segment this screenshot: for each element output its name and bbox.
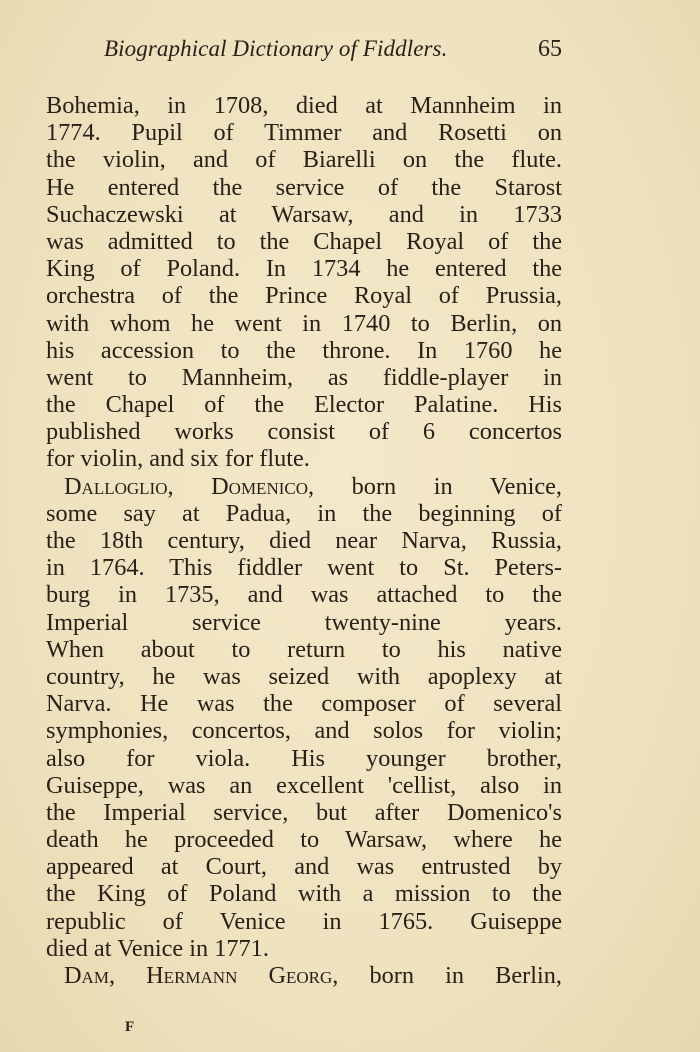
text-line: 1774. Pupil of Timmer and Rosetti on [46, 119, 562, 147]
text-line: was admitted to the Chapel Royal of the [46, 227, 562, 255]
entry-heading-rest: born in Berlin, [338, 962, 562, 989]
text-line: his accession to the throne. In 1760 he [46, 336, 562, 364]
text-line: republic of Venice in 1765. Guiseppe [46, 907, 562, 935]
text-line: died at Venice in 1771. [46, 934, 269, 962]
running-title: Biographical Dictionary of Fiddlers. [104, 36, 448, 61]
text-line: Suchaczewski at Warsaw, and in 1733 [46, 200, 562, 228]
text-line: the King of Poland with a mission to the [46, 880, 562, 908]
text-line: symphonies, concertos, and solos for violin; [46, 717, 562, 745]
text-line: also for viola. His younger brother, [46, 744, 562, 772]
text-line: some say at Padua, in the beginning of [46, 499, 562, 527]
text-line: Guiseppe, was an excellent 'cellist, also in [46, 771, 562, 799]
text-line: When about to return to his native [46, 635, 562, 663]
text-line: the Chapel of the Elector Palatine. His [46, 391, 562, 419]
text-line: appeared at Court, and was entrusted by [46, 853, 562, 881]
running-head [104, 36, 562, 70]
text-line: country, he was seized with apoplexy at [46, 662, 562, 690]
text-line: King of Poland. In 1734 he entered the [46, 255, 562, 283]
text-line: the 18th century, died near Narva, Russia, [46, 527, 562, 554]
text-line: for violin, and six for flute. [46, 445, 310, 473]
text-line: the Imperial service, but after Domenico's [46, 798, 562, 826]
text-line: published works consist of 6 concertos [46, 418, 562, 446]
signature-mark: F [125, 1019, 135, 1035]
text-line: Narva. He was the composer of several [46, 690, 562, 718]
page-number: 65 [538, 36, 562, 62]
text-line: went to Mannheim, as fiddle-player in [46, 363, 562, 391]
entry-heading-rest: born in Venice, [314, 472, 562, 500]
text-line: Bohemia, in 1708, died at Mannheim in [46, 92, 562, 119]
text-line: He entered the service of the Starost [46, 173, 562, 201]
text-line: burg in 1735, and was attached to the [46, 581, 562, 609]
text-line: with whom he went in 1740 to Berlin, on [46, 309, 562, 337]
entry-name-dam: Dam, Hermann Georg, [64, 962, 339, 989]
entry-heading-line [46, 962, 562, 989]
text-line: the violin, and of Biarelli on the flute. [46, 146, 562, 174]
text-line: orchestra of the Prince Royal of Prussia, [46, 282, 562, 310]
body-text [46, 92, 562, 989]
text-line: Imperial service twenty-nine years. [46, 608, 562, 636]
entry-name-dalloglio: Dalloglio, Domenico, [64, 472, 315, 500]
text-line: in 1764. This fiddler went to St. Peters- [46, 554, 562, 582]
text-line: death he proceeded to Warsaw, where he [46, 826, 562, 854]
entry-heading-line [46, 473, 562, 500]
